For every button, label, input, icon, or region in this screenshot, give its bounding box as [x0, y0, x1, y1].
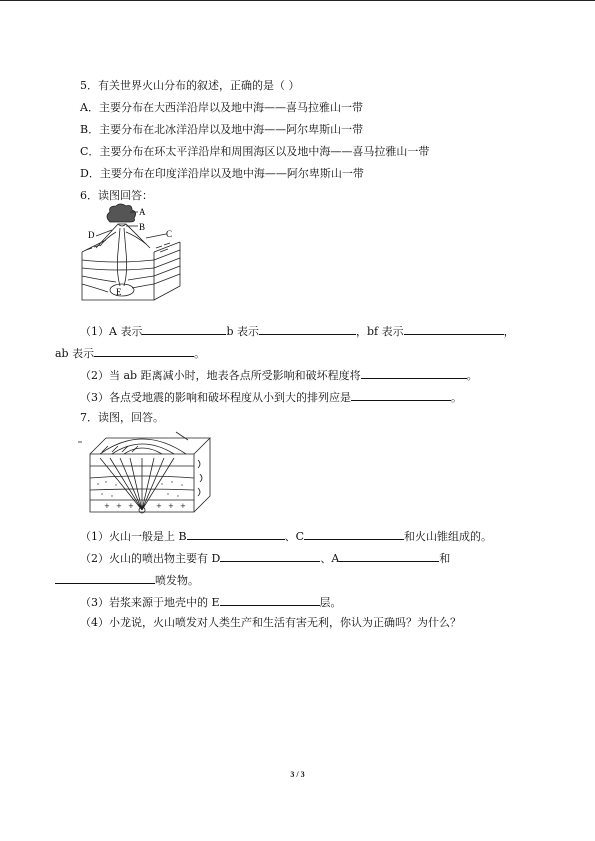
figure6-label-e: E — [116, 287, 122, 297]
q6-part2: （2）当 ab 距离减小时，地表各点所受影响和破坏程度将 。 — [80, 369, 478, 382]
volcano-cross-section-diagram — [76, 430, 216, 518]
q7-part1: （1）火山一般是上 B 、C 和火山锥组成的。 — [80, 530, 492, 543]
q6-part1-line1: （1）A 表示 b 表示 ，bf 表示 ， — [80, 325, 515, 338]
svg-text:+: + — [168, 502, 174, 510]
q5-option-c: C．主要分布在环太平洋沿岸和周围海区以及地中海——喜马拉雅山一带 — [80, 145, 430, 158]
answer-blank[interactable] — [187, 528, 285, 540]
q6-stem: 6．读图回答： — [80, 189, 153, 202]
q5-option-d: D．主要分布在印度洋沿岸以及地中海——阿尔卑斯山一带 — [80, 167, 364, 180]
q7-part2-line1: （2）火山的喷出物主要有 D 、A 和 — [80, 552, 451, 565]
answer-blank[interactable] — [361, 367, 467, 379]
page-number: 3 / 3 — [290, 770, 305, 779]
figure6-label-b: B — [139, 222, 146, 232]
answer-blank[interactable] — [339, 550, 439, 562]
svg-text:+: + — [116, 502, 122, 510]
q7-part3: （3）岩浆来源于地壳中的 E 层。 — [80, 596, 342, 609]
figure6-label-d: D — [88, 230, 95, 240]
q6-part1-line2: ab 表示 。 — [55, 347, 206, 360]
answer-blank[interactable] — [94, 345, 194, 357]
answer-blank[interactable] — [404, 323, 504, 335]
svg-text:+: + — [156, 502, 162, 510]
answer-blank[interactable] — [220, 550, 320, 562]
q5-stem: 5．有关世界火山分布的叙述，正确的是（ ） — [80, 79, 300, 92]
svg-text:+: + — [128, 502, 134, 510]
answer-blank[interactable] — [55, 572, 155, 584]
q7-part2-line2: 喷发物。 — [55, 572, 199, 588]
figure6-label-a: A — [139, 207, 146, 217]
answer-blank[interactable] — [259, 323, 356, 335]
figure6-label-c: C — [166, 229, 173, 239]
header-rule — [0, 0, 595, 1]
answer-blank[interactable] — [220, 594, 320, 606]
answer-blank[interactable] — [304, 528, 404, 540]
q5-option-a: A．主要分布在大西洋沿岸以及地中海——喜马拉雅山一带 — [80, 101, 363, 114]
q5-option-b: B．主要分布在北冰洋沿岸以及地中海——阿尔卑斯山一带 — [80, 123, 364, 136]
answer-blank[interactable] — [351, 389, 451, 401]
q6-part3: （3）各点受地震的影响和破坏程度从小到大的排列应是 。 — [80, 391, 462, 404]
svg-text:+: + — [104, 502, 110, 510]
svg-text:+: + — [180, 502, 186, 510]
answer-blank[interactable] — [142, 323, 226, 335]
q7-stem: 7．读图，回答。 — [80, 411, 164, 424]
volcano-block-diagram — [76, 202, 188, 306]
q7-part4: （4）小龙说，火山喷发对人类生产和生活有害无利，你认为正确吗？为什么？ — [80, 616, 461, 629]
